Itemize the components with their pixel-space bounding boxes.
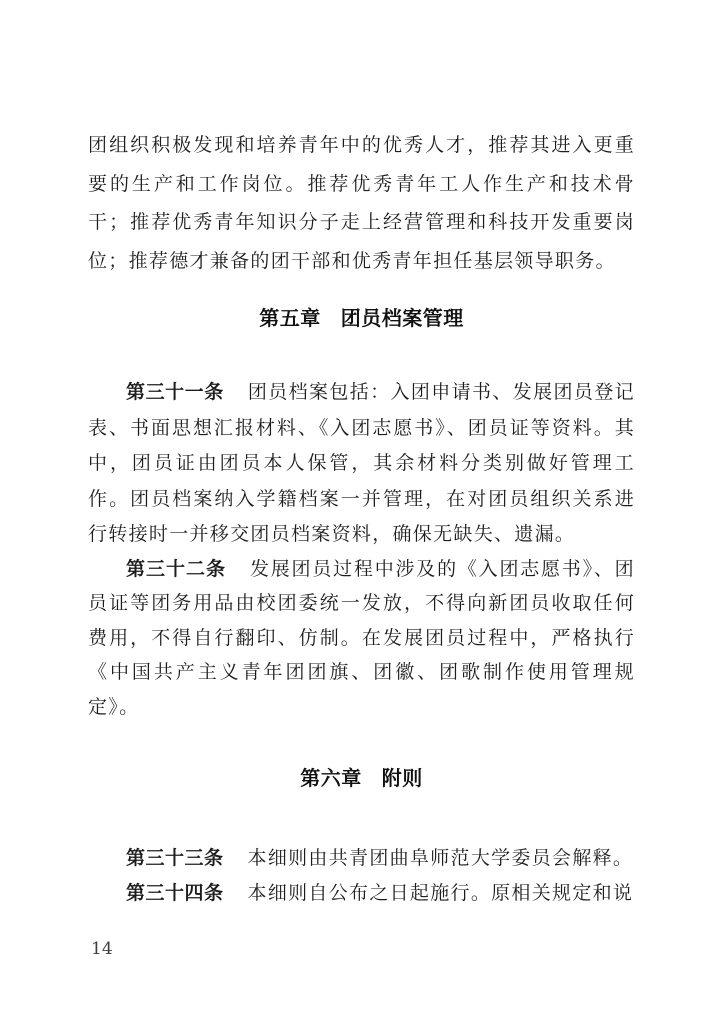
article-34-paragraph (88, 876, 635, 911)
article-34-term: 第三十四条 (126, 883, 224, 904)
chapter-5-title: 团员档案管理 (340, 308, 464, 330)
article-32-text: 发展团员过程中涉及的《入团志愿书》、团员证等团务用品由校团委统一发放，不得向新团员收取任何费用，不得自行翻印、仿制。在发展团员过程中，严格执行《中国共产主义青年团团旗、团徽、团歌制作使用管理规定》。 (88, 558, 635, 718)
article-31-term: 第三十一条 (126, 382, 224, 403)
article-34-text: 本细则自公布之日起施行。原相关规定和说 (247, 883, 634, 904)
page-number: 14 (91, 939, 113, 959)
article-32-term: 第三十二条 (126, 558, 226, 580)
chapter-5-heading (88, 307, 635, 331)
chapter-6-heading (88, 767, 635, 791)
continued-paragraph: 团组织积极发现和培养青年中的优秀人才，推荐其进入更重要的生产和工作岗位。推荐优秀青年工人作生产和技术骨干；推荐优秀青年知识分子走上经营管理和科技开发重要岗位；推荐德才兼备的团干部和优秀青年担任基层领导职务。 (88, 135, 635, 272)
article-31-paragraph (88, 375, 635, 553)
article-32-paragraph (88, 553, 635, 726)
chapter-6-title: 附则 (381, 768, 423, 790)
page-content (88, 127, 635, 911)
chapter-6-number: 第六章 (300, 768, 362, 790)
article-31-text: 团员档案包括：入团申请书、发展团员登记表、书面思想汇报材料、《入团志愿书》、团员证等资料。其中，团员证由团员本人保管，其余材料分类别做好管理工作。团员档案纳入学籍档案一并管理，在对团员组织关系进行转接时一并移交团员档案资料，确保无缺失、遗漏。 (88, 382, 635, 545)
article-33-term: 第三十三条 (126, 848, 224, 869)
article-33-text: 本细则由共青团曲阜师范大学委员会解释。 (247, 848, 634, 869)
article-33-paragraph (88, 841, 635, 876)
chapter-5-number: 第五章 (259, 308, 321, 330)
